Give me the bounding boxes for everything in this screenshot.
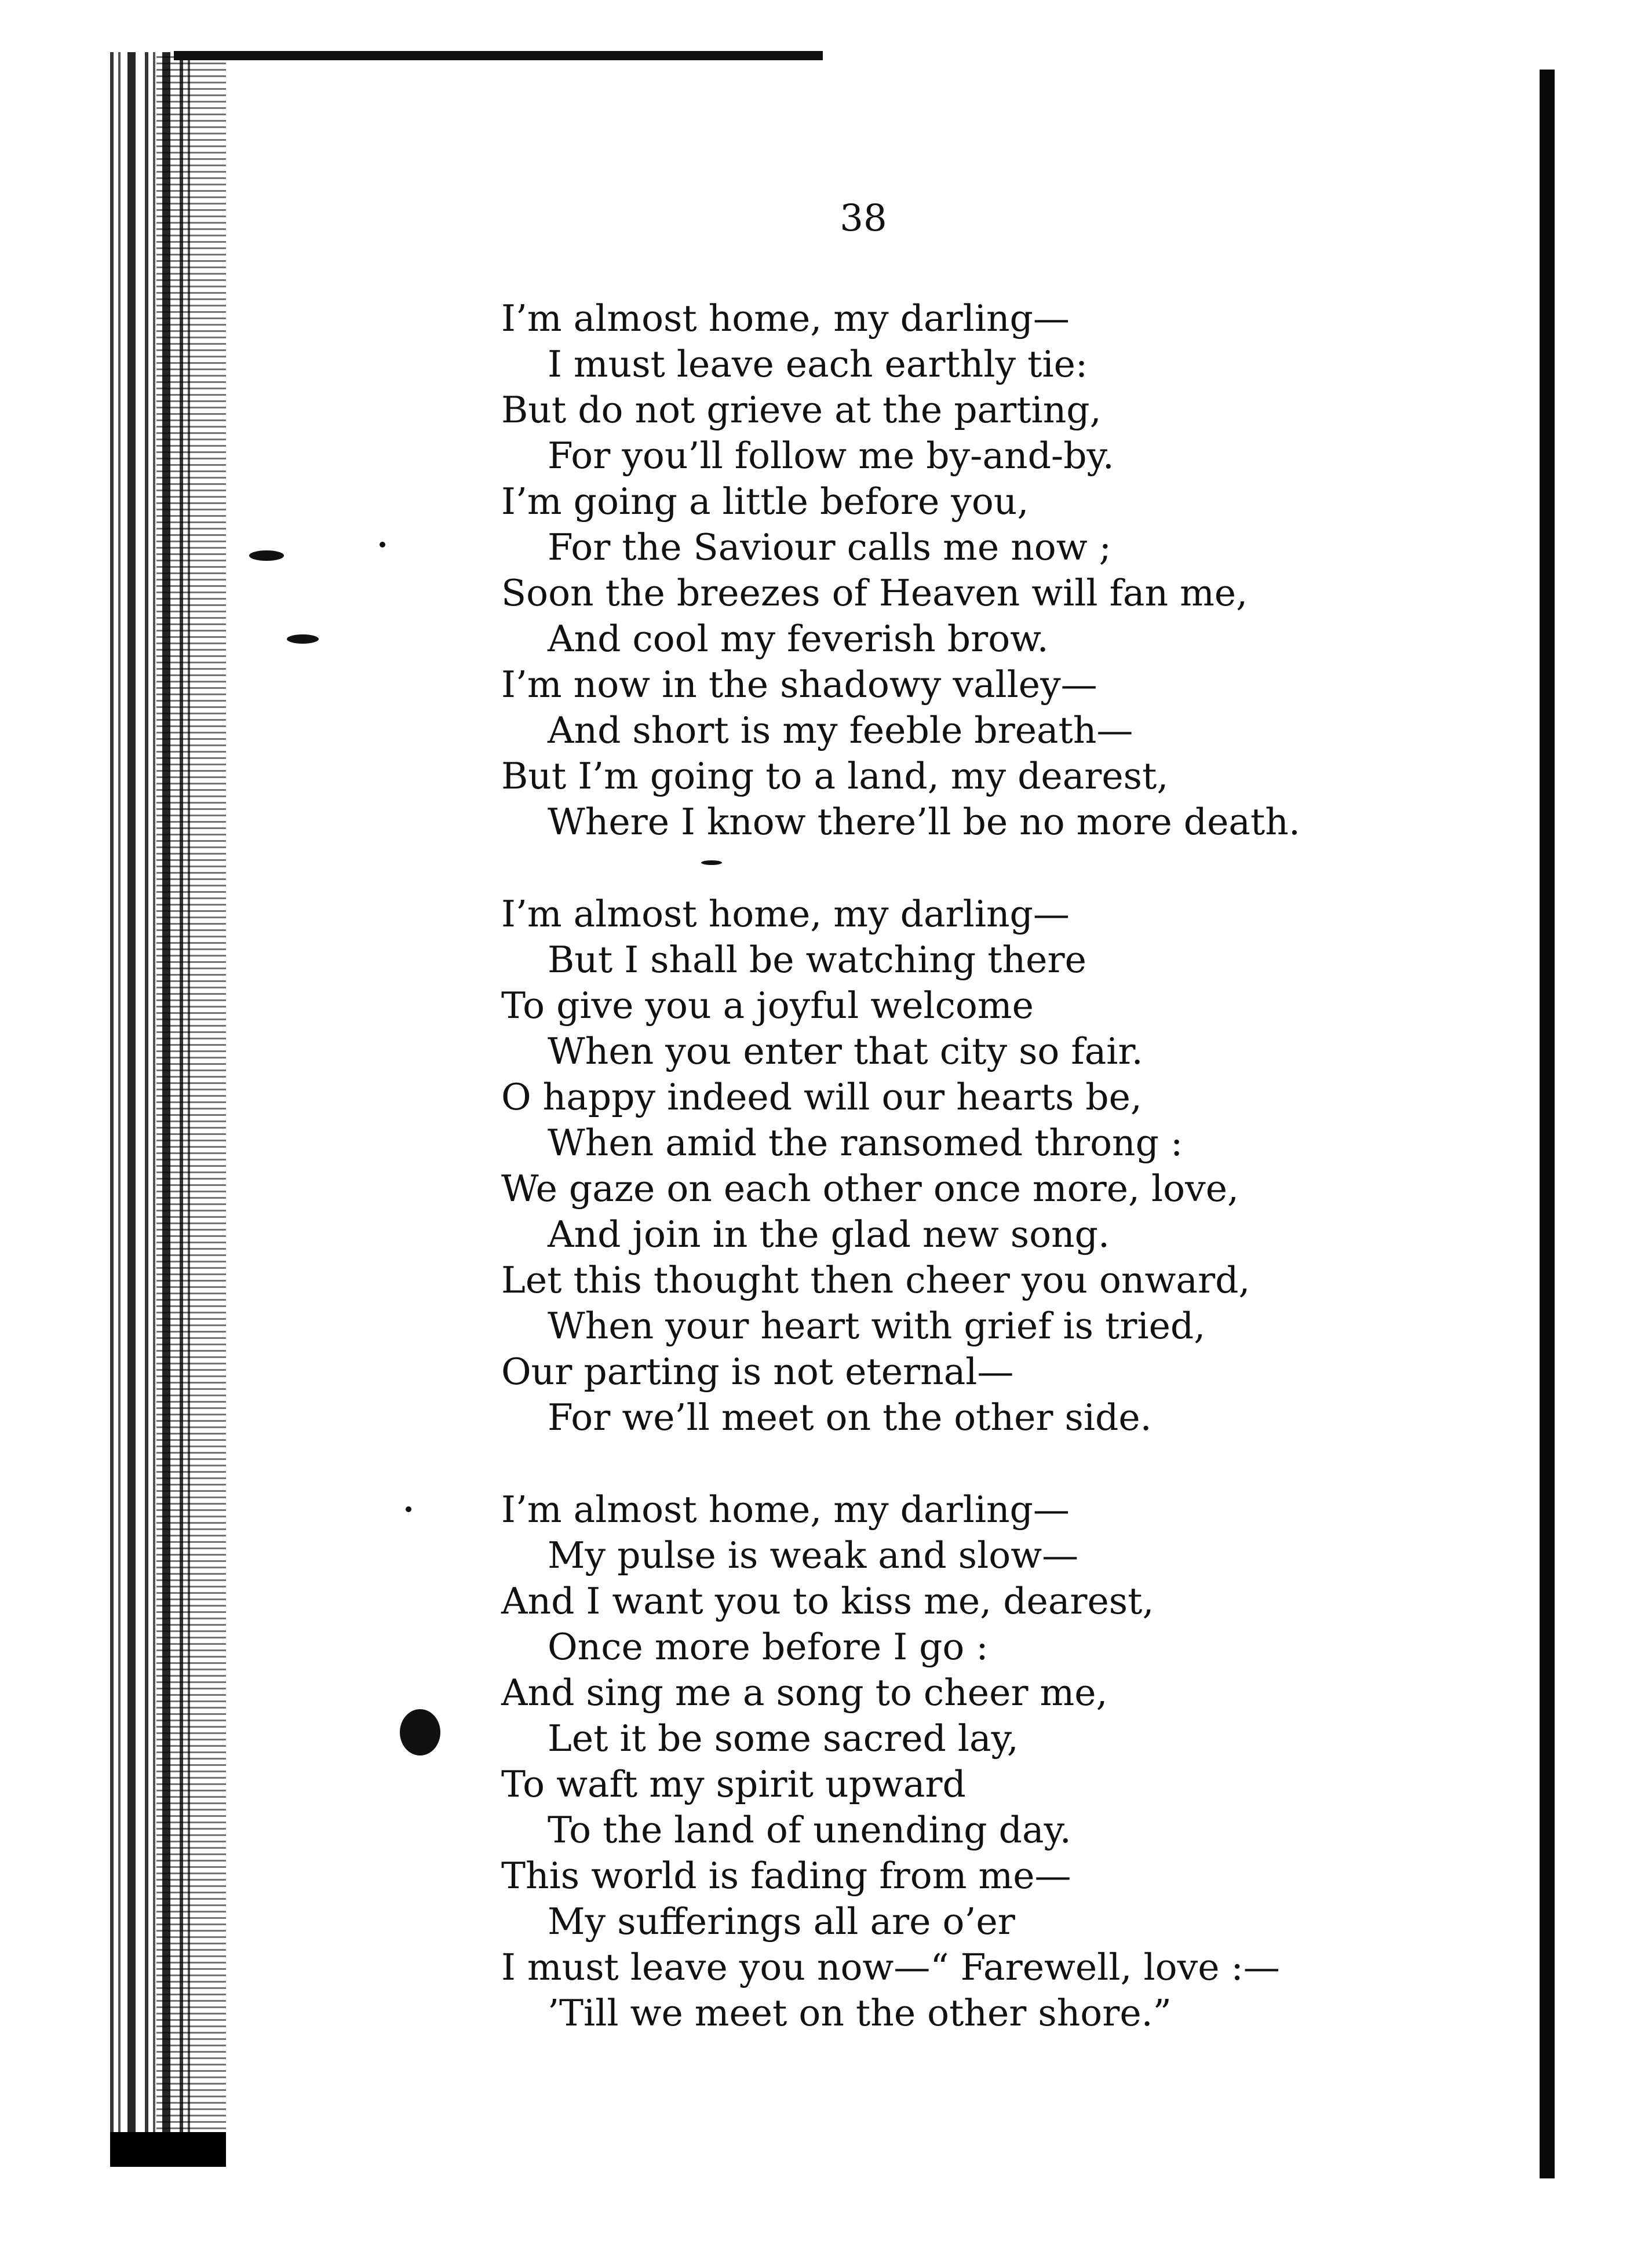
poem-line: Let it be some sacred lay, [548, 1717, 1019, 1760]
stanza [501, 295, 1521, 845]
poem-line: To waft my spirit upward [501, 1763, 966, 1805]
poem-line: Once more before I go : [548, 1626, 989, 1668]
poem-line: And cool my feverish brow. [548, 618, 1049, 660]
poem-line: Let this thought then cheer you onward, [501, 1259, 1250, 1301]
poem-line: For you’ll follow me by-and-by. [548, 435, 1114, 477]
poem-line: Where I know there’ll be no more death. [548, 801, 1300, 843]
poem-line: I’m now in the shadowy valley— [501, 663, 1097, 706]
poem-line: Our parting is not eternal— [501, 1351, 1014, 1393]
poem-line: And short is my feeble breath— [548, 709, 1133, 751]
scan-edge-bottom [110, 2132, 226, 2167]
poem-line: And join in the glad new song. [548, 1213, 1110, 1255]
poem-line: I’m almost home, my darling— [501, 297, 1070, 340]
poem-line: To the land of unending day. [548, 1809, 1071, 1851]
poem-line: ’Till we meet on the other shore.” [548, 1992, 1172, 2034]
poem-line: This world is fading from me— [501, 1855, 1071, 1897]
stanza [501, 891, 1521, 1440]
ink-speck [406, 1506, 411, 1512]
poem-line: When amid the ransomed throng : [548, 1122, 1183, 1164]
poem-line: I must leave you now—“ Farewell, love :— [501, 1946, 1280, 1988]
poem-line: I must leave each earthly tie: [548, 343, 1088, 385]
ink-speck [249, 550, 284, 561]
poem-line: For the Saviour calls me now ; [548, 526, 1111, 568]
stanza [501, 1487, 1521, 2036]
scan-edge-right [1540, 70, 1555, 2178]
poem-line: My sufferings all are o’er [548, 1900, 1015, 1943]
poem-line: And sing me a song to cheer me, [501, 1671, 1108, 1714]
poem-line: When you enter that city so fair. [548, 1030, 1143, 1072]
poem-line: Soon the breezes of Heaven will fan me, [501, 572, 1248, 614]
poem-line: But I shall be watching there [548, 939, 1086, 981]
poem-body [501, 295, 1521, 2036]
poem-line: For we’ll meet on the other side. [548, 1396, 1152, 1439]
poem-line: To give you a joyful welcome [501, 984, 1034, 1027]
page-number: 38 [840, 197, 887, 240]
poem-line: I’m going a little before you, [501, 480, 1029, 523]
scan-edge-top [174, 51, 823, 60]
poem-line: I’m almost home, my darling— [501, 893, 1070, 935]
poem-line: When your heart with grief is tried, [548, 1305, 1206, 1347]
poem-line: I’m almost home, my darling— [501, 1488, 1070, 1531]
scan-edge-left-shade [156, 52, 226, 2161]
poem-line: And I want you to kiss me, dearest, [501, 1580, 1154, 1622]
ink-speck [380, 542, 385, 548]
poem-line: O happy indeed will our hearts be, [501, 1076, 1142, 1118]
poem-line: But do not grieve at the parting, [501, 389, 1102, 431]
poem-line: My pulse is weak and slow— [548, 1534, 1079, 1576]
poem-line: But I’m going to a land, my dearest, [501, 755, 1169, 797]
poem-line: We gaze on each other once more, love, [501, 1167, 1239, 1210]
ink-speck [400, 1709, 440, 1755]
ink-speck [287, 634, 319, 644]
